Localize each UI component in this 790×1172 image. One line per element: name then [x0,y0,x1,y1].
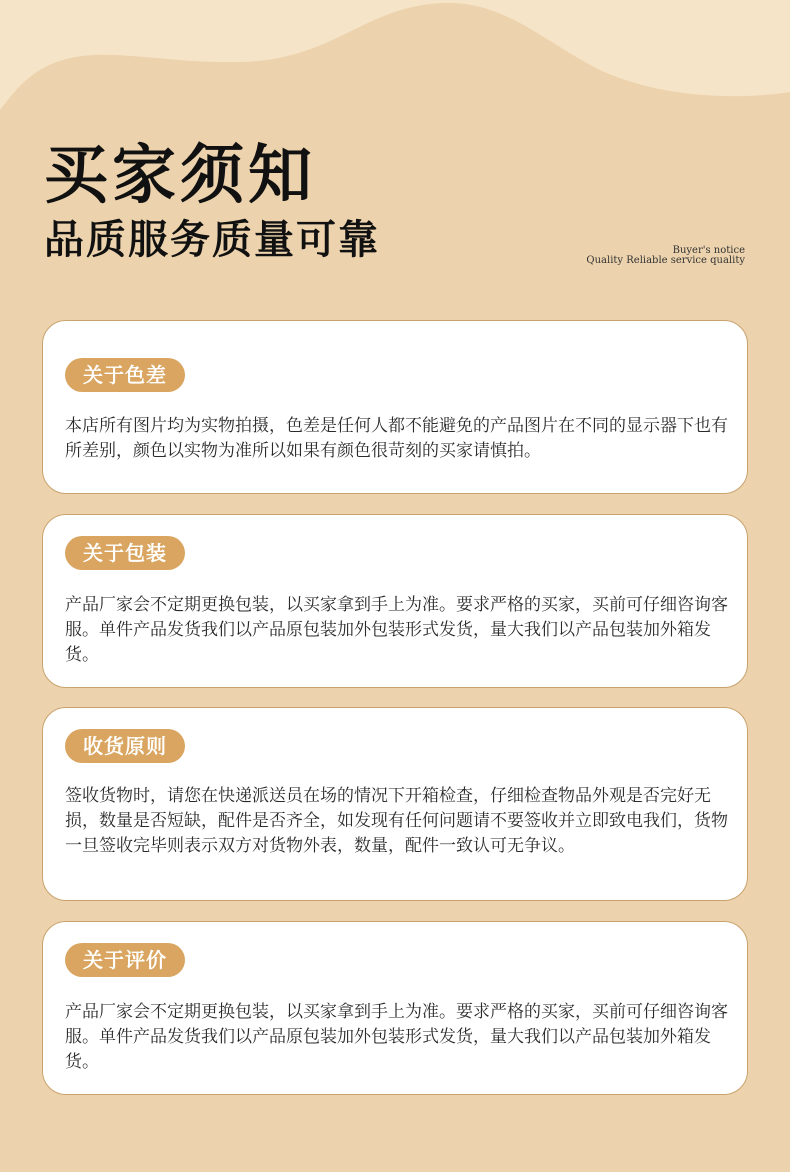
section-card-color-difference [42,320,748,494]
section-text: 本店所有图片均为实物拍摄，色差是任何人都不能避免的产品图片在不同的显示器下也有所差别，颜色以实物为准所以如果有颜色很苛刻的买家请慎拍。 [65,416,728,461]
section-text: 产品厂家会不定期更换包装，以买家拿到手上为准。要求严格的买家，买前可仔细咨询客服。单件产品发货我们以产品原包装加外包装形式发货，量大我们以产品包装加外箱发货。 [65,595,728,665]
section-badge: 关于包装 [65,536,185,570]
english-caption [586,246,745,266]
section-badge: 收货原则 [65,729,185,763]
section-badge: 关于评价 [65,943,185,977]
english-caption-line1: Buyer's notice [672,245,745,256]
section-text: 签收货物时，请您在快递派送员在场的情况下开箱检查，仔细检查物品外观是否完好无损，数量是否短缺，配件是否齐全，如发现有任何问题请不要签收并立即致电我们，货物一旦签收完毕则表示双方对货物外表，数量，配件一致认可无争议。 [65,786,728,856]
section-card-receiving [42,707,748,901]
section-card-reviews [42,921,748,1095]
section-text: 产品厂家会不定期更换包装，以买家拿到手上为准。要求严格的买家，买前可仔细咨询客服。单件产品发货我们以产品原包装加外包装形式发货，量大我们以产品包装加外箱发货。 [65,1002,728,1072]
header [0,0,790,300]
section-card-packaging [42,514,748,688]
section-badge: 关于色差 [65,358,185,392]
english-caption-line2: Quality Reliable service quality [586,255,745,266]
page-subtitle: 品质服务质量可靠 [44,217,380,263]
page-title: 买家须知 [44,139,316,213]
